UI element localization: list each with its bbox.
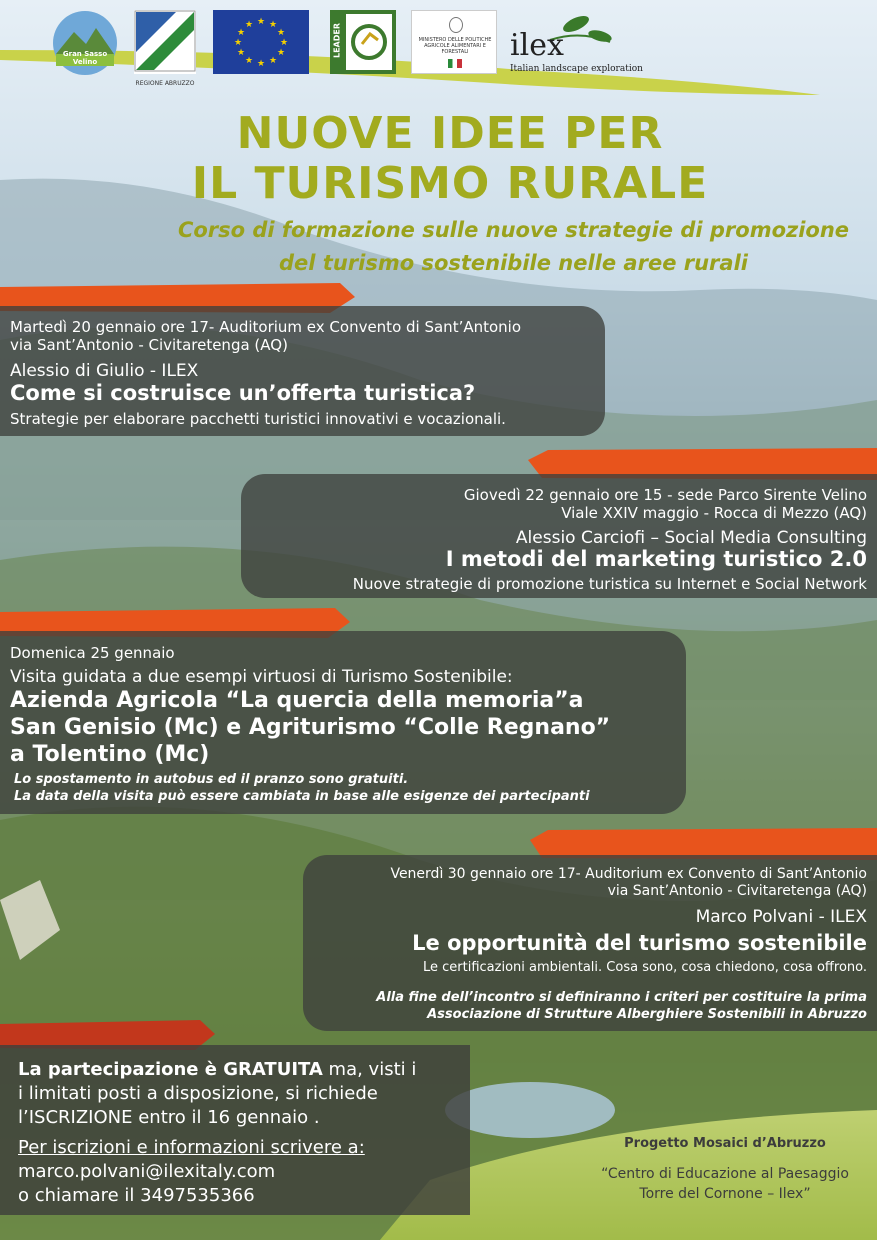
svg-text:★: ★ xyxy=(276,48,286,58)
event-3-topic-line2: San Genisio (Mc) e Agriturismo “Colle Regnano” xyxy=(10,715,611,740)
svg-text:★: ★ xyxy=(233,38,243,48)
registration-box xyxy=(0,1045,470,1215)
event-box-1 xyxy=(0,306,605,436)
project-title: Progetto Mosaici d’Abruzzo xyxy=(624,1136,826,1151)
poster-subtitle-line1: Corso di formazione sulle nuove strategie di promozione xyxy=(177,218,850,242)
emblem-icon xyxy=(449,17,463,33)
gran-sasso-logo-text: Gran Sasso Velino xyxy=(62,50,108,66)
registration-line2: i limitati posti a disposizione, si richiede xyxy=(18,1083,378,1104)
event-4-speaker: Marco Polvani - ILEX xyxy=(695,907,867,927)
italian-flag-icon xyxy=(448,59,462,68)
event-3-note-line2: La data della visita può essere cambiata in base alle esigenze dei partecipanti xyxy=(14,789,590,804)
svg-text:★: ★ xyxy=(236,28,246,38)
leader-logo-text: LEADER xyxy=(332,22,342,59)
event-3-intro: Visita guidata a due esempi virtuosi di Turismo Sostenibile: xyxy=(10,667,513,687)
regione-abruzzo-logo xyxy=(134,10,196,87)
svg-text:★: ★ xyxy=(276,28,286,38)
event-2-speaker: Alessio Carciofi – Social Media Consulting xyxy=(515,528,867,548)
event-box-4 xyxy=(303,855,877,1031)
svg-text:★: ★ xyxy=(256,17,266,27)
svg-text:★: ★ xyxy=(236,48,246,58)
poster-title-line1: NUOVE IDEE PER xyxy=(236,108,664,159)
event-1-description: Strategie per elaborare pacchetti turistici innovativi e vocazionali. xyxy=(10,410,506,428)
svg-text:★: ★ xyxy=(244,56,254,66)
event-1-date-line1: Martedì 20 gennaio ore 17- Auditorium ex Convento di Sant’Antonio xyxy=(10,318,522,336)
svg-text:★: ★ xyxy=(268,20,278,30)
event-4-date-line1: Venerdì 30 gennaio ore 17- Auditorium ex Convento di Sant’Antonio xyxy=(390,866,867,882)
event-1-topic: Come si costruisce un’offerta turistica? xyxy=(10,381,476,405)
event-4-description: Le certificazioni ambientali. Cosa sono, cosa chiedono, cosa offrono. xyxy=(422,960,867,975)
ilex-logo-text: ilex xyxy=(510,28,564,63)
event-4-topic: Le opportunità del turismo sostenibile xyxy=(412,931,867,955)
project-line2: Torre del Cornone – Ilex” xyxy=(639,1186,811,1202)
ilex-logo-tagline: Italian landscape exploration xyxy=(510,64,643,74)
event-3-topic-line1: Azienda Agricola “La quercia della memoria”a xyxy=(10,688,584,713)
project-line1: “Centro di Educazione al Paesaggio xyxy=(601,1166,849,1182)
svg-text:★: ★ xyxy=(268,56,278,66)
registration-line1 xyxy=(18,1059,416,1081)
registration-line1-rest: ma, visti i xyxy=(322,1059,417,1080)
event-2-date-line2: Viale XXIV maggio - Rocca di Mezzo (AQ) xyxy=(561,504,867,522)
gran-sasso-velino-logo xyxy=(52,10,118,74)
event-4-note-line2: Associazione di Strutture Alberghiere Sostenibili in Abruzzo xyxy=(427,1007,867,1022)
poster-subtitle-line2: del turismo sostenibile nelle aree rurali xyxy=(279,251,748,275)
svg-text:★: ★ xyxy=(279,38,289,48)
ilex-logo xyxy=(510,10,643,74)
event-box-2 xyxy=(241,474,877,598)
event-4-note-line1: Alla fine dell’incontro si definiranno i criteri per costituire la prima xyxy=(376,990,867,1005)
poster-title-line2: IL TURISMO RURALE xyxy=(191,158,709,209)
event-2-topic: I metodi del marketing turistico 2.0 xyxy=(445,547,867,571)
event-4-date-line2: via Sant’Antonio - Civitaretenga (AQ) xyxy=(607,883,867,899)
event-3-topic-line3: a Tolentino (Mc) xyxy=(10,742,210,767)
ministero-logo xyxy=(411,10,497,74)
event-box-3 xyxy=(0,631,686,814)
event-3-note-line1: Lo spostamento in autobus ed il pranzo sono gratuiti. xyxy=(14,772,409,787)
ministero-logo-text: MINISTERO DELLE POLITICHE AGRICOLE ALIMENTARI E FORESTALI xyxy=(418,37,492,55)
event-3-date: Domenica 25 gennaio xyxy=(10,644,175,662)
regione-abruzzo-text: REGIONE ABRUZZO xyxy=(135,80,195,87)
svg-text:★: ★ xyxy=(244,20,254,30)
svg-text:★: ★ xyxy=(256,59,266,69)
event-2-description: Nuove strategie di promozione turistica su Internet e Social Network xyxy=(352,575,867,593)
leader-logo xyxy=(330,10,396,74)
contact-email-link[interactable]: marco.polvani@ilexitaly.com xyxy=(18,1161,276,1182)
contact-phone: o chiamare il 3497535366 xyxy=(18,1185,255,1206)
eu-flag-logo xyxy=(213,10,309,74)
event-1-date-line2: via Sant’Antonio - Civitaretenga (AQ) xyxy=(10,336,288,354)
registration-line4: Per iscrizioni e informazioni scrivere a: xyxy=(18,1137,365,1158)
event-1-speaker: Alessio di Giulio - ILEX xyxy=(10,361,199,381)
registration-free-label: La partecipazione è GRATUITA xyxy=(18,1059,323,1080)
event-2-date-line1: Giovedì 22 gennaio ore 15 - sede Parco Sirente Velino xyxy=(463,486,867,504)
registration-line3: l’ISCRIZIONE entro il 16 gennaio . xyxy=(18,1107,320,1128)
